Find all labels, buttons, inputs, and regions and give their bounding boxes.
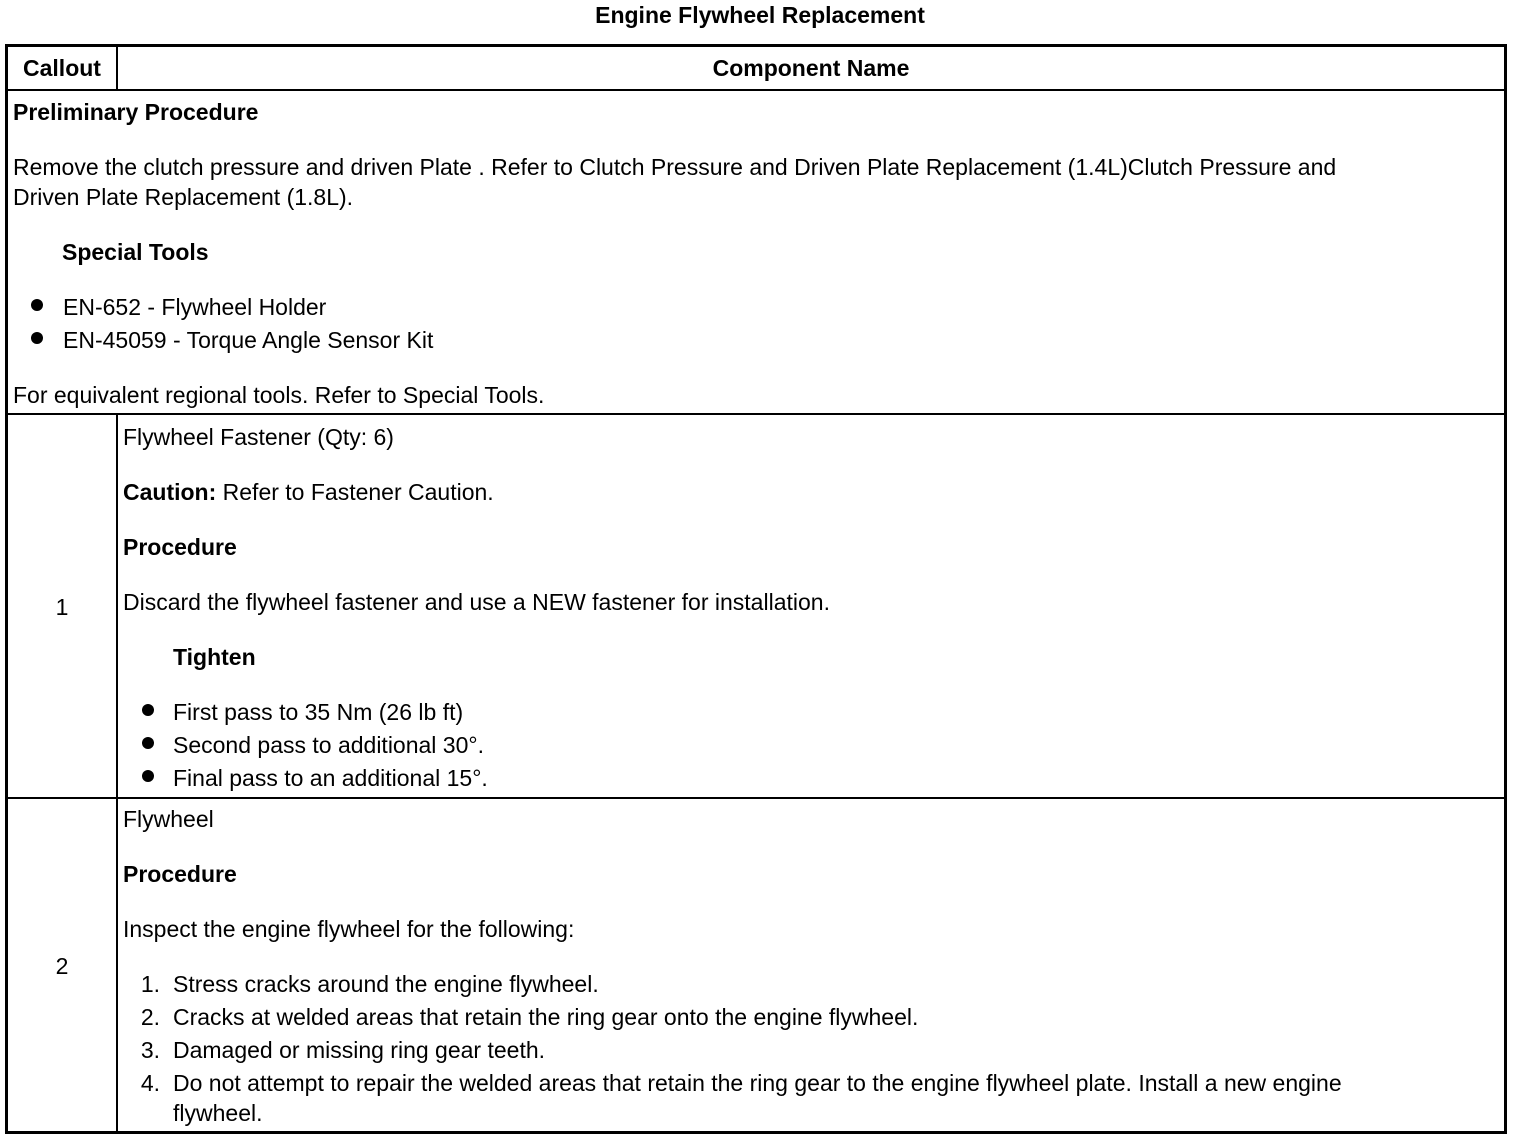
bullet-icon: [31, 332, 43, 344]
table-row: [8, 415, 1504, 799]
callout-cell: [8, 415, 118, 797]
inspect-item: Stress cracks around the engine flywheel.: [173, 971, 599, 997]
inspect-item: Cracks at welded areas that retain the ring gear onto the engine flywheel.: [173, 1004, 919, 1030]
regional-tools-note: For equivalent regional tools. Refer to Special Tools.: [13, 382, 545, 408]
procedure-heading: Procedure: [123, 861, 237, 887]
procedure-heading: Procedure: [123, 534, 237, 560]
callout-cell: [8, 799, 118, 1131]
special-tool-item: EN-45059 - Torque Angle Sensor Kit: [63, 327, 434, 353]
procedure-table: [5, 44, 1507, 1134]
tighten-step: Second pass to additional 30°.: [173, 732, 484, 758]
tighten-step: First pass to 35 Nm (26 lb ft): [173, 699, 464, 725]
table-row: [8, 799, 1504, 1131]
bullet-icon: [142, 704, 154, 716]
inspect-item-continuation: flywheel.: [173, 1100, 263, 1126]
caution-note: Caution: Refer to Fastener Caution.: [123, 479, 494, 505]
component-name: Flywheel Fastener (Qty: 6): [123, 424, 394, 450]
inspect-item: Damaged or missing ring gear teeth.: [173, 1037, 546, 1063]
preliminary-paragraph-line1: Remove the clutch pressure and driven Plate . Refer to Clutch Pressure and Driven Plate Replacement (1.4L)Clutch Pressure and: [13, 154, 1337, 180]
bullet-icon: [142, 737, 154, 749]
callout-number: 1: [55, 594, 69, 620]
list-number: 2.: [140, 1004, 160, 1030]
inspect-item: Do not attempt to repair the welded areas that retain the ring gear to the engine flywheel plate. Install a new engine: [173, 1070, 1342, 1096]
preliminary-heading: Preliminary Procedure: [13, 99, 259, 125]
component-name: Flywheel: [123, 806, 214, 832]
list-number: 4.: [140, 1070, 160, 1096]
callout-number: 2: [55, 953, 69, 979]
tighten-heading: Tighten: [173, 644, 256, 670]
component-name-column-header: Component Name: [712, 55, 910, 81]
callout-column-header: Callout: [8, 47, 118, 89]
preliminary-procedure-section: [8, 91, 1504, 415]
preliminary-paragraph-line2: Driven Plate Replacement (1.8L).: [13, 184, 354, 210]
bullet-icon: [31, 299, 43, 311]
list-number: 3.: [140, 1037, 160, 1063]
special-tool-item: EN-652 - Flywheel Holder: [63, 294, 327, 320]
list-number: 1.: [140, 971, 160, 997]
special-tools-heading: Special Tools: [62, 239, 209, 265]
procedure-text: Inspect the engine flywheel for the following:: [123, 916, 575, 942]
procedure-text: Discard the flywheel fastener and use a NEW fastener for installation.: [123, 589, 830, 615]
bullet-icon: [142, 770, 154, 782]
table-header-row: [8, 47, 1504, 91]
tighten-step: Final pass to an additional 15°.: [173, 765, 488, 791]
page-title: Engine Flywheel Replacement: [595, 2, 925, 28]
